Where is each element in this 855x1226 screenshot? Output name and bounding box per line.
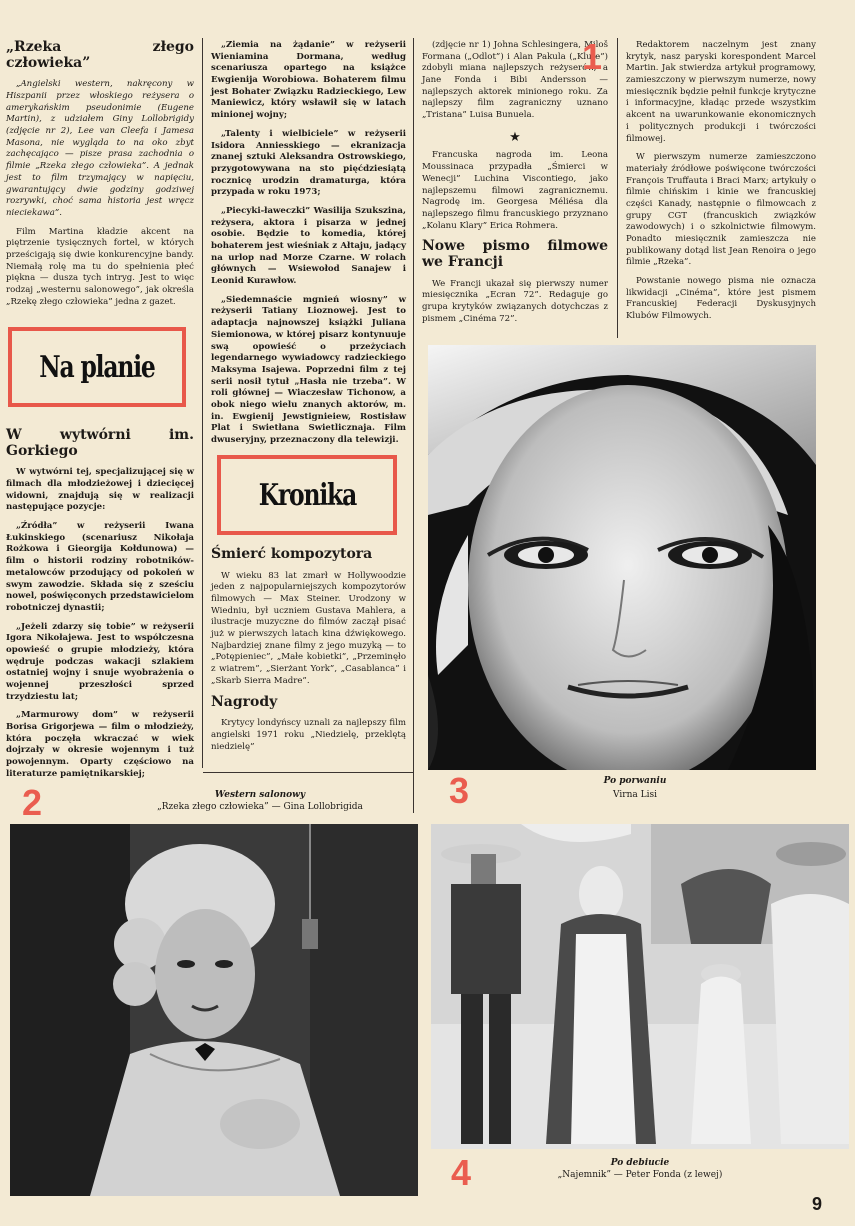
paragraph: W pierwszym numerze zamieszczono materiały źródłowe poświęcone twórczości François Truffauta i Braci Marx; artykuły o filmie chińskim i kinie we francuskiej części Kanady, następnie o filmowcach z grupy CGT (francuskich związków zawodowych) i o szkolnictwie filmowym. Ponadto miesięcznik zamieszcza nie publikowany dotąd list Jean Renoira o jego filmie „Rzeka”. — [626, 152, 816, 268]
section-banner-kronika — [217, 455, 397, 535]
paragraph: Krytycy londyńscy uznali za najlepszy film angielski 1971 roku „Niedzielę, przeklętą niedzielę” — [211, 718, 406, 752]
paragraph: (zdjęcie nr 1) Johna Schlesingera, Miloš Formana („Odlot”) i Alan Pakula („Klute”) zdobyli miana najlepszych reżyserów, a Jane Fonda i Bibi Andersson — najlepszych aktorek minionego roku. Za najlepszy film zagraniczny uznano „Tristana” Luisa Bunuela. — [422, 40, 608, 121]
section-banner-na-planie — [8, 327, 186, 407]
article-heading: Śmierć kompozytora — [211, 546, 373, 562]
paragraph: Francuska nagroda im. Leona Moussinaca przypadła „Śmierci w Wenecji” Luchina Viscontiego, jako najlepszemu filmowi zagranicznemu. Nagrodę im. Georgesa Méliésa dla najlepszego filmu francuskiego przyznano „Kolanu Klary” Erica Rohmera. — [422, 150, 608, 231]
caption-title: Western salonowy — [214, 790, 306, 800]
photo-number-4: 4 — [451, 1152, 472, 1193]
column-rule — [413, 38, 414, 813]
section-title: Na planie — [39, 349, 155, 385]
column-3 — [422, 40, 608, 332]
caption-title: Po debiucie — [610, 1158, 670, 1168]
paragraph: Powstanie nowego pisma nie oznacza likwidacji „Cinéma”, które jest pismem Francuskiej Federacji Dyskusyjnych Klubów Filmowych. — [626, 276, 816, 322]
gina-illustration — [10, 824, 418, 1196]
paragraph: „Piecyki-ławeczki” Wasilija Szukszina, reżysera, aktora i pisarza w jednej osobie. Będzie to komedia, której bohaterem jest wieśniak z Ałtaju, jadący na urlop nad Morze Czarne. W rolach głównych — Wsiewołod Sanajew i Leonid Kurawłow. — [211, 205, 406, 287]
paragraph: „Jeżeli zdarzy się tobie” w reżyserii Igora Nikołajewa. Jest to współczesna opowieść o grupie młodzieży, która wędruje podczas wakacji szlakiem ostatniej wojny i snuje wyobrażenia o wojennej przeszłości sprzed trzydziestu lat; — [6, 621, 194, 702]
photo-number-1: 1 — [582, 36, 603, 77]
paragraph: „Siedemnaście mgnień wiosny” w reżyserii Tatiany Lioznowej. Jest to adaptacja najnowszej książki Juliana Siemionowa, w której pisarz kontynuuje swą opowieść o przeżyciach legendarnego wywiadowcy radzieckiego Maksyma Isajewa. Poprzedni film z tej serii nosił tytuł „Hasła nie trzeba”. W roli głównej — Wiaczesław Tichonow, a obok niego wielu znanych aktorów, m. in. Ewgienij Jewstignieiew, Rostisław Plat i Swietłana Swietlicznaja. Film dwuseryjny, przeznaczony dla telewizji. — [211, 294, 406, 445]
caption-2 — [120, 790, 400, 812]
paragraph: „Źródła” w reżyserii Iwana Łukinskiego (scenariusz Nikołaja Rożkowa i Gieorgija Kołdunowa) — film o historii rodziny robotników-metalowców przodujący od pokoleń w swym zawodzie. Składa się z sześciu nowel, poświęconych przedstawicielom robotniczej dynastii; — [6, 521, 194, 613]
paragraph: W wytwórni tej, specjalizującej się w filmach dla młodzieżowej i dziecięcej widowni, znajdują się w realizacji następujące pozycje: — [6, 467, 194, 513]
paragraph: „Talenty i wielbiciele” w reżyserii Isidora Anniesskiego — ekranizacja znanej sztuki Aleksandra Ostrowskiego, przygotowywana na sto pięćdziesiątą rocznicę urodzin dramaturga, która przypada w roku 1973; — [211, 128, 406, 198]
caption-4 — [520, 1158, 760, 1180]
column-1 — [6, 40, 194, 315]
photo-najemnik — [431, 824, 849, 1149]
article-heading: Nagrody — [211, 693, 278, 710]
column-1-lower — [6, 428, 194, 788]
paragraph: W wieku 83 lat zmarł w Hollywoodzie jeden z najpopularniejszych kompozytorów filmowych — Max Steiner. Urodzony w Wiedniu, był uczniem Gustava Mahlera, a ilustracje muzyczne do filmów zaczął pisać już w pierwszych latach kina dźwiękowego. Najbardziej znane filmy z jego muzyką — to „Potępieniec”, „Małe kobietki”, „Przeminęło z wiatrem”, „Sierżant York”, „Casablanca” i „Skarb Sierra Madre”. — [211, 570, 406, 686]
rule — [203, 772, 413, 773]
article-heading: Nowe pismo filmowe we Francji — [422, 238, 608, 270]
paragraph: Redaktorem naczelnym jest znany krytyk, nasz paryski korespondent Marcel Martin. Jak stwierdza artykuł programowy, zamieszczony w pierwszym numerze, nowy miesięcznik będzie pełnił funkcje krytyczne i informacyjne, kładąc przede wszystkim akcent na uwarunkowanie ekonomicznych i politycznych produkcji i twórczości filmowej. — [626, 40, 816, 144]
column-2 — [211, 40, 406, 454]
column-rule — [202, 38, 203, 768]
photo-number-2: 2 — [22, 782, 43, 823]
column-4 — [626, 40, 816, 330]
caption-text: „Najemnik” — Peter Fonda (z lewej) — [557, 1170, 723, 1180]
portrait-illustration — [428, 345, 816, 770]
paragraph: Film Martina kładzie akcent na piętrzenie tysięcznych fortel, w których prześcigają się dwie konkurencyjne bandy. Niemałą rolę ma tu do spełnienia płeć piękna — dusza tych intryg. Jest to więc rodzaj „westernu salonowego”, jak określa „Rzekę złego człowieka” jedna z gazet. — [6, 226, 194, 307]
photo-number-3: 3 — [449, 770, 470, 811]
article-title: „Rzeka złego człowieka” — [6, 39, 194, 71]
caption-text: „Rzeka złego człowieka” — Gina Lollobrigida — [157, 802, 363, 812]
paragraph: „Angielski western, nakręcony w Hiszpanii przez włoskiego reżysera o amerykańskim pseudonimie (Eugene Martin), z udziałem Giny Lollobrigidy (zdjęcie nr 2), Lee van Cleefa i Jamesa Masona, nie wygląda to na oko zbyt zachęcająco — pisze prasa zachodnia o filmie „Rzeka złego człowieka”. A jednak jest to film trzymający w napięciu, gwarantujący dwie godziny godziwej rozrywki, choć sama historia jest wręcz nieciekawa”. — [6, 79, 194, 218]
caption-text: Virna Lisi — [613, 790, 657, 800]
section-title: Kronika — [258, 477, 356, 513]
column-2-lower — [211, 547, 406, 760]
caption-title: Po porwaniu — [603, 776, 667, 786]
paragraph: „Ziemia na żądanie” w reżyserii Wieniamina Dormana, według scenariusza opartego na książce Ewgienija Worobiowa. Bohaterem filmu jest Bohater Związku Radzieckiego, Lew Maniewicz, który wsławił się w latach minionej wojny; — [211, 40, 406, 121]
section-subtitle: W wytwórni im. Gorkiego — [6, 427, 194, 459]
photo-portrait — [428, 345, 816, 770]
star-separator: ★ — [509, 129, 521, 145]
najemnik-illustration — [431, 824, 849, 1149]
paragraph: We Francji ukazał się pierwszy numer miesięcznika „Ecran 72”. Redaguje go grupa krytyków związanych dotychczas z pismem „Cinéma 72”. — [422, 278, 608, 324]
photo-gina-lollobrigida — [10, 824, 418, 1196]
paragraph: „Marmurowy dom” w reżyserii Borisa Grigorjewa — film o młodzieży, która poczęła wkraczać w wiek dojrzały w okresie wojennym i tuż powojennym. Oparty częściowo na literaturze pamiętnikarskiej; — [6, 710, 194, 779]
page-number: 9 — [812, 1194, 823, 1214]
caption-3 — [520, 776, 750, 800]
column-rule — [617, 38, 618, 338]
